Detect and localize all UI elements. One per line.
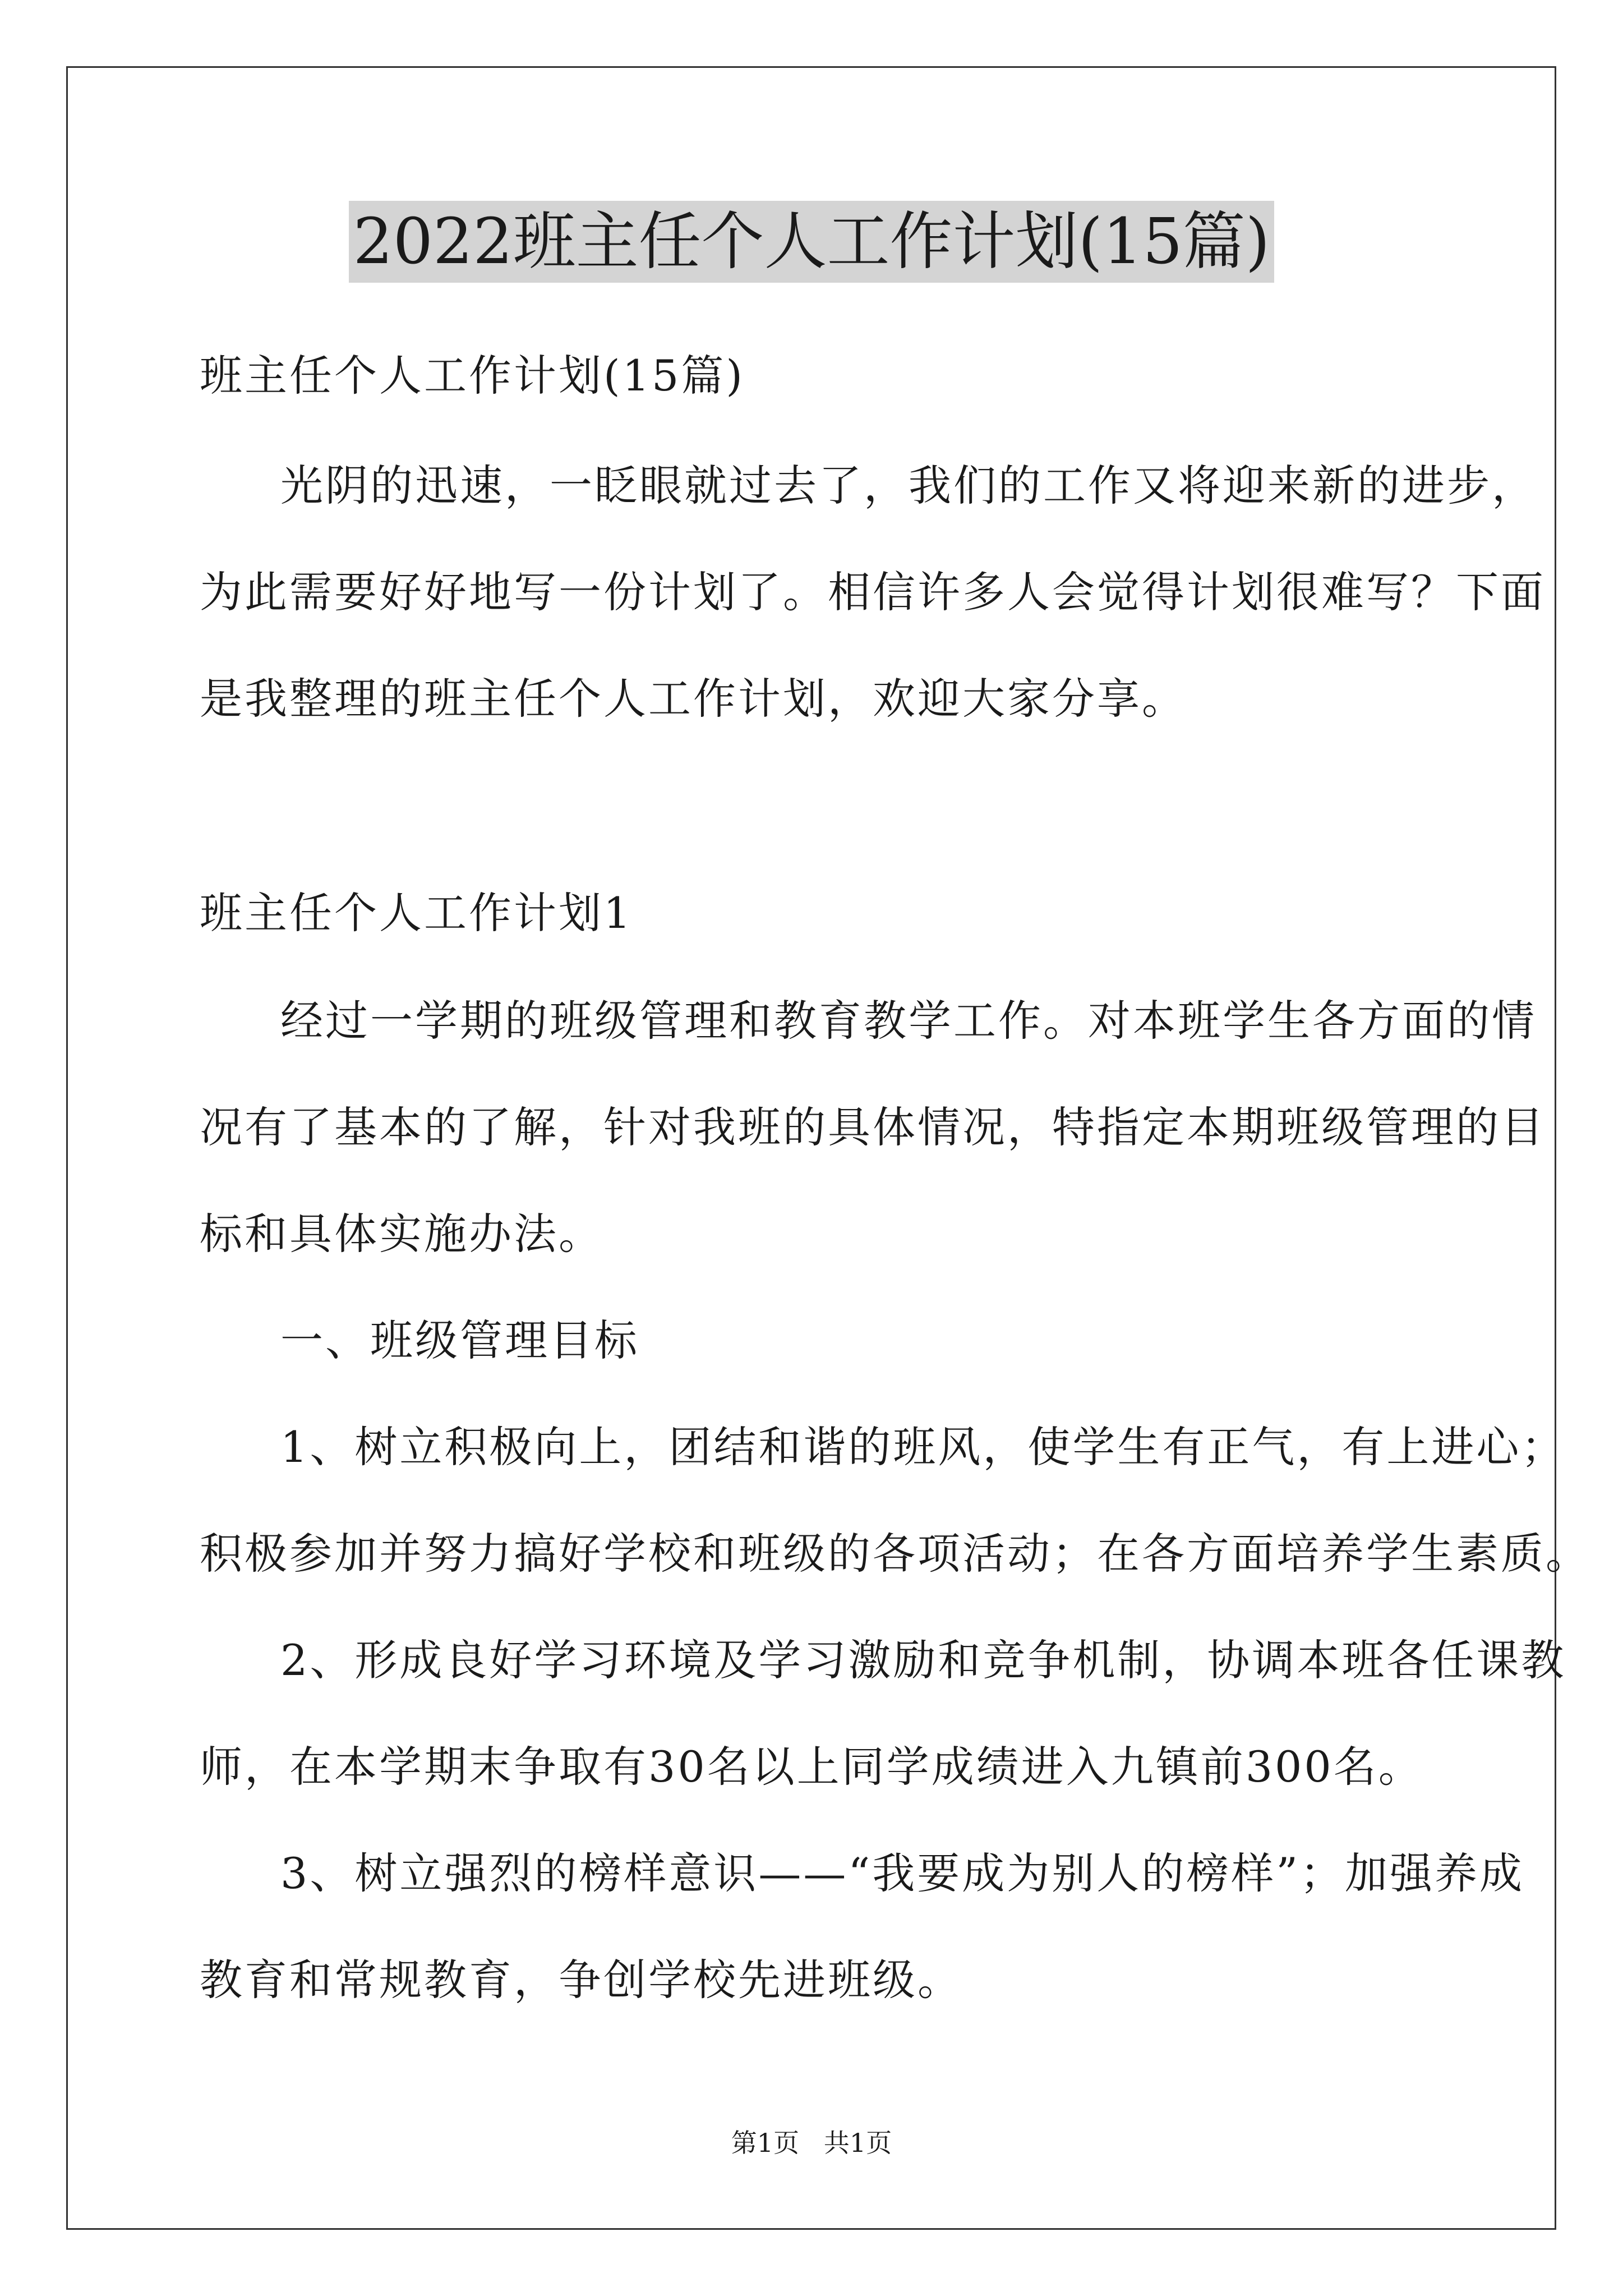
paragraph-line: 光阴的迅速，一眨眼就过去了，我们的工作又将迎来新的进步， (280, 461, 1537, 510)
paragraph-line: 经过一学期的班级管理和教育教学工作。对本班学生各方面的情 (280, 996, 1537, 1046)
paragraph-line: 标和具体实施办法。 (200, 1209, 603, 1259)
paragraph-line: 积极参加并努力搞好学校和班级的各项活动；在各方面培养学生素质。 (200, 1529, 1590, 1579)
paragraph-line: 况有了基本的了解，针对我班的具体情况，特指定本期班级管理的目 (200, 1102, 1546, 1152)
title-container (0, 201, 1623, 283)
subtitle-line: 班主任个人工作计划(15篇) (200, 351, 745, 401)
paragraph-line: 是我整理的班主任个人工作计划，欢迎大家分享。 (200, 674, 1187, 724)
paragraph-line: 1、树立积极向上，团结和谐的班风，使学生有正气，有上进心； (280, 1422, 1566, 1472)
subsection-heading: 一、班级管理目标 (280, 1315, 639, 1365)
page-number-footer: 第1页 共1页 (731, 2128, 892, 2158)
paragraph-line: 教育和常规教育，争创学校先进班级。 (200, 1955, 962, 2005)
paragraph-line: 师，在本学期末争取有30名以上同学成绩进入九镇前300名。 (200, 1742, 1423, 1792)
document-title: 2022班主任个人工作计划(15篇) (349, 201, 1275, 283)
section-heading: 班主任个人工作计划1 (200, 888, 633, 938)
paragraph-line: 3、树立强烈的榜样意识——“我要成为别人的榜样”；加强养成 (280, 1848, 1525, 1898)
paragraph-line: 2、形成良好学习环境及学习激励和竞争机制，协调本班各任课教 (280, 1635, 1566, 1685)
paragraph-line: 为此需要好好地写一份计划了。相信许多人会觉得计划很难写？下面 (200, 567, 1546, 617)
